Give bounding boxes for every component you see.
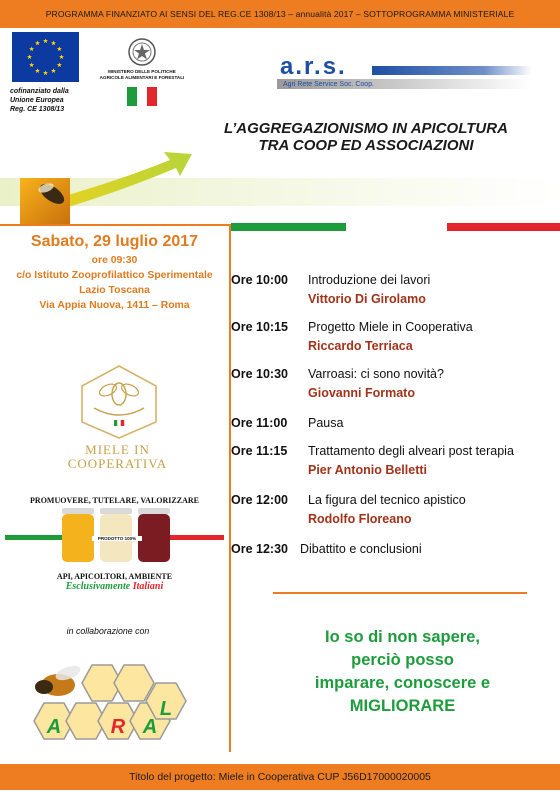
title-line: TRA COOP ED ASSOCIAZIONI bbox=[258, 137, 474, 154]
made-in-italy-tagline bbox=[0, 581, 229, 592]
program-time: Ore 12:30 bbox=[231, 542, 288, 556]
program-time: Ore 10:00 bbox=[231, 273, 288, 287]
motto-quote bbox=[270, 626, 535, 718]
program-speaker: Riccardo Terriaca bbox=[308, 339, 413, 353]
eu-flag-icon bbox=[12, 32, 79, 82]
eu-caption-line: Reg. CE 1308/13 bbox=[10, 106, 65, 113]
event-date: Sabato, 29 luglio 2017 bbox=[30, 233, 199, 250]
program-time: Ore 12:00 bbox=[231, 493, 288, 507]
program-time: Ore 11:15 bbox=[231, 444, 288, 458]
eu-caption-line: cofinanziato dalla bbox=[10, 88, 69, 95]
program-title: Varroasi: ci sono novità? bbox=[308, 367, 444, 381]
event-info bbox=[0, 253, 229, 313]
quote-line: imparare, conoscere e bbox=[314, 674, 491, 692]
program-speaker: Giovanni Formato bbox=[308, 386, 415, 400]
funding-banner-text: PROGRAMMA FINANZIATO AI SENSI DEL REG.CE 1308/13 – annualità 2017 – SOTTOPROGRAMMA MINISTERIALE bbox=[45, 9, 515, 19]
program-time: Ore 10:15 bbox=[231, 320, 288, 334]
aral-logo-icon bbox=[30, 643, 195, 758]
program-title: Trattamento degli alveari post terapia bbox=[308, 444, 514, 458]
italian-republic-emblem-icon bbox=[126, 36, 158, 68]
miele-logo-line: COOPERATIVA bbox=[67, 456, 168, 471]
header-arrow-illustration bbox=[0, 148, 560, 226]
event-address: Via Appia Nuova, 1411 – Roma bbox=[39, 300, 190, 311]
aral-letter: L bbox=[159, 698, 173, 720]
title-line: L’AGGREGAZIONISMO IN APICOLTURA bbox=[224, 120, 508, 137]
project-title: Titolo del progetto: Miele in Cooperativa CUP J56D17000020005 bbox=[129, 771, 431, 783]
funding-banner bbox=[0, 0, 560, 28]
miele-logo-text bbox=[60, 443, 175, 471]
tricolor-green-stripe bbox=[231, 223, 346, 231]
italian-flag-icon bbox=[127, 87, 157, 106]
ars-logo-text: a.r.s. bbox=[280, 53, 347, 80]
quote-line: Io so di non sapere, bbox=[325, 628, 480, 646]
program-title: La figura del tecnico apistico bbox=[308, 493, 466, 507]
quote-line: MIGLIORARE bbox=[349, 697, 456, 715]
eu-caption bbox=[10, 87, 88, 114]
tagline-word: Italiani bbox=[132, 581, 164, 592]
aral-letter: A bbox=[142, 716, 158, 738]
tricolor-red-stripe bbox=[447, 223, 560, 231]
program-title: Dibattito e conclusioni bbox=[300, 542, 422, 556]
divider bbox=[0, 224, 232, 226]
column-divider bbox=[229, 224, 231, 752]
program-time: Ore 10:30 bbox=[231, 367, 288, 381]
event-venue: Lazio Toscana bbox=[79, 285, 150, 296]
event-venue: c/o Istituto Zooprofilattico Sperimentale bbox=[16, 270, 213, 281]
program-time: Ore 11:00 bbox=[231, 416, 288, 430]
divider bbox=[273, 592, 527, 594]
aral-letter: A bbox=[46, 716, 62, 738]
event-time: ore 09:30 bbox=[91, 255, 138, 266]
program-speaker: Rodolfo Floreano bbox=[308, 512, 412, 526]
partner-name: Agri Rete Service Soc. Coop. bbox=[283, 81, 375, 88]
program-title: Introduzione dei lavori bbox=[308, 273, 431, 287]
program-speaker: Pier Antonio Belletti bbox=[308, 463, 427, 477]
promo-slogan: PROMUOVERE, TUTELARE, VALORIZZARE bbox=[30, 496, 199, 505]
miele-logo-line: MIELE IN bbox=[85, 442, 150, 457]
quote-line: perciò posso bbox=[351, 651, 454, 669]
collaboration-label: in collaborazione con bbox=[66, 626, 150, 636]
tagline-word: Esclusivamente bbox=[65, 581, 131, 592]
miele-in-cooperativa-logo-icon bbox=[78, 364, 160, 440]
program-title: Pausa bbox=[308, 416, 344, 430]
product-label: PRODOTTO 100% bbox=[92, 536, 142, 541]
program-title: Progetto Miele in Cooperativa bbox=[308, 320, 473, 334]
program-speaker: Vittorio Di Girolamo bbox=[308, 292, 426, 306]
project-footer bbox=[0, 764, 560, 790]
claim-text: API, APICOLTORI, AMBIENTE bbox=[56, 572, 173, 581]
eu-caption-line: Unione Europea bbox=[10, 97, 64, 104]
ministry-name: MINISTERO DELLE POLITICHE AGRICOLE ALIMENTARI E FORESTALI bbox=[99, 69, 185, 80]
aral-letter: R bbox=[110, 716, 126, 738]
